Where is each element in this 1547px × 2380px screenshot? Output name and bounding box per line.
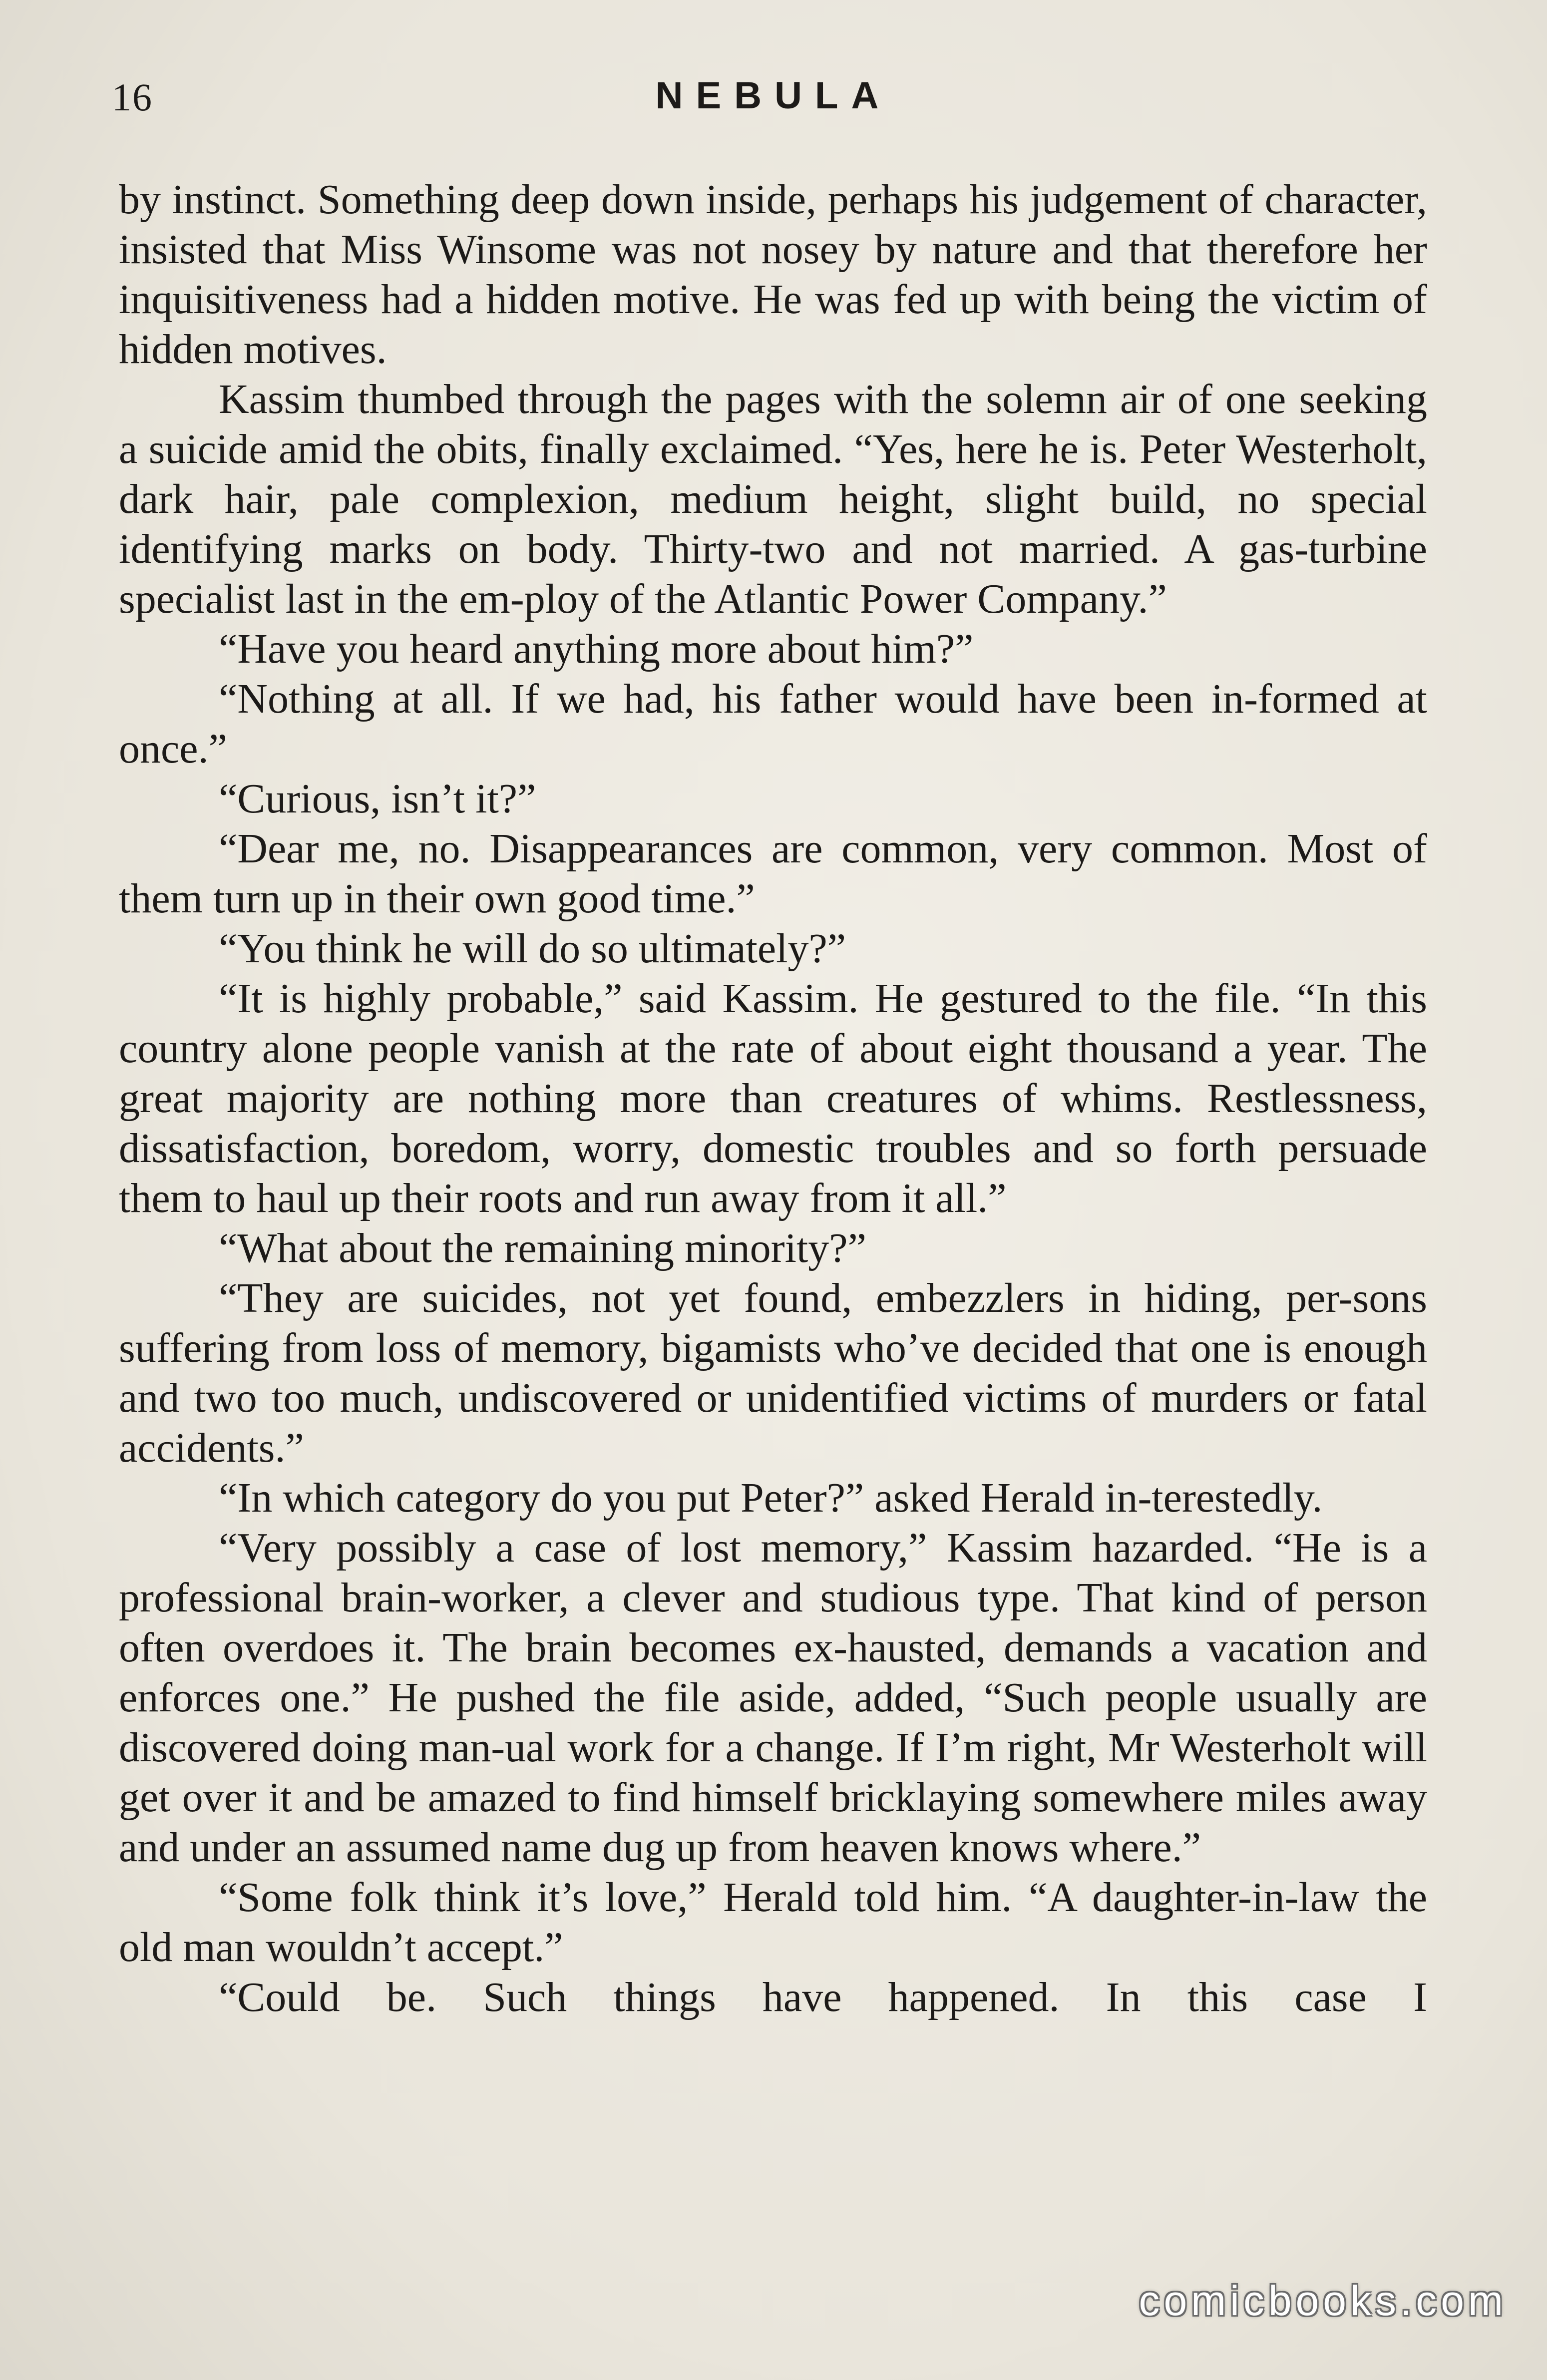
body-text: [119, 175, 1427, 2022]
page-number: 16: [112, 75, 153, 119]
paragraph: “Some folk think it’s love,” Herald told him. “A daughter-in-law the old man wouldn’t accept.”: [119, 1874, 1427, 1971]
running-title: NEBULA: [655, 74, 892, 117]
paragraph: “Have you heard anything more about him?”: [219, 626, 974, 672]
paragraph: “Dear me, no. Disappearances are common, very common. Most of them turn up in their own good time.”: [119, 825, 1427, 922]
paragraph: “Nothing at all. If we had, his father would have been in-formed at once.”: [119, 676, 1427, 772]
paragraph: “They are suicides, not yet found, embezzlers in hiding, per-sons suffering from loss of memory, bigamists who’ve decided that one is enough and two too much, undiscovered or unidentified victims of murders or fatal accidents.”: [119, 1275, 1427, 1471]
paragraph: by instinct. Something deep down inside, perhaps his judgement of character, insisted that Miss Winsome was not nosey by nature and that therefore her inquisitiveness had a hidden motive. He was fed up with being the victim of hidden motives.: [119, 176, 1427, 373]
paragraph: “What about the remaining minority?”: [219, 1225, 866, 1271]
paragraph: Kassim thumbed through the pages with the solemn air of one seeking a suicide amid the obits, finally exclaimed. “Yes, here he is. Peter Westerholt, dark hair, pale complexion, medium height, slight build, no special identifying marks on body. Thirty-two and not married. A gas-turbine specialist last in the em-ploy of the Atlantic Power Company.”: [119, 376, 1427, 622]
paragraph: “It is highly probable,” said Kassim. He gestured to the file. “In this country alone people vanish at the rate of about eight thousand a year. The great majority are nothing more than creatures of whims. Restlessness, dissatisfaction, boredom, worry, domestic troubles and so forth persuade them to haul up their roots and run away from it all.”: [119, 975, 1427, 1221]
paragraph: “You think he will do so ultimately?”: [219, 925, 846, 972]
paragraph: “In which category do you put Peter?” asked Herald in-terestedly.: [219, 1475, 1323, 1521]
paragraph: “Could be. Such things have happened. In this case I: [219, 1974, 1427, 2020]
paragraph: “Very possibly a case of lost memory,” Kassim hazarded. “He is a professional brain-worker, a clever and studious type. That kind of person often overdoes it. The brain becomes ex-hausted, demands a vacation and enforces one.” He pushed the file aside, added, “Such people usually are discovered doing man-ual work for a change. If I’m right, Mr Westerholt will get over it and be amazed to find himself bricklaying somewhere miles away and under an assumed name dug up from heaven knows where.”: [119, 1525, 1427, 1871]
site-watermark: comicbooks.com: [1139, 2277, 1507, 2324]
paragraph: “Curious, isn’t it?”: [219, 776, 536, 822]
